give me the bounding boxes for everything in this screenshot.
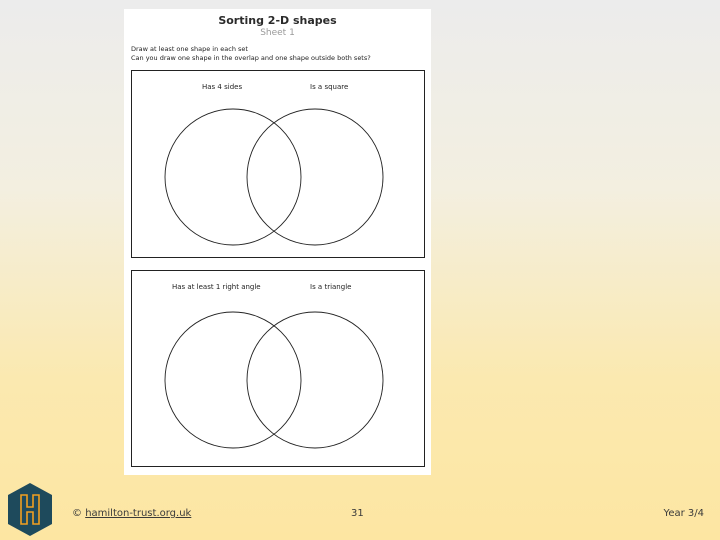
instruction-line-2: Can you draw one shape in the overlap and one shape outside both sets? — [131, 54, 371, 62]
venn-1-circle-left — [165, 109, 301, 245]
footer-copyright — [72, 508, 191, 519]
venn-2-label-right: Is a triangle — [310, 283, 352, 291]
copyright-symbol: © — [72, 508, 82, 519]
venn-diagram-2 — [132, 271, 424, 466]
year-group: Year 3/4 — [663, 508, 704, 519]
venn-2-circle-right — [247, 312, 383, 448]
venn-2-circle-left — [165, 312, 301, 448]
hamilton-trust-logo-icon — [5, 481, 55, 538]
venn-box-1 — [131, 70, 425, 258]
worksheet-title: Sorting 2-D shapes — [218, 14, 337, 27]
venn-1-label-left: Has 4 sides — [202, 83, 243, 91]
worksheet-subtitle: Sheet 1 — [260, 28, 295, 38]
venn-2-label-left: Has at least 1 right angle — [172, 283, 261, 291]
hamilton-trust-link[interactable]: hamilton-trust.org.uk — [85, 508, 192, 519]
venn-diagram-1 — [132, 71, 424, 257]
venn-1-circle-right — [247, 109, 383, 245]
instruction-line-1: Draw at least one shape in each set — [131, 45, 248, 53]
venn-box-2 — [131, 270, 425, 467]
worksheet-page — [124, 9, 431, 475]
page-number: 31 — [351, 508, 364, 519]
venn-1-label-right: Is a square — [310, 83, 349, 91]
